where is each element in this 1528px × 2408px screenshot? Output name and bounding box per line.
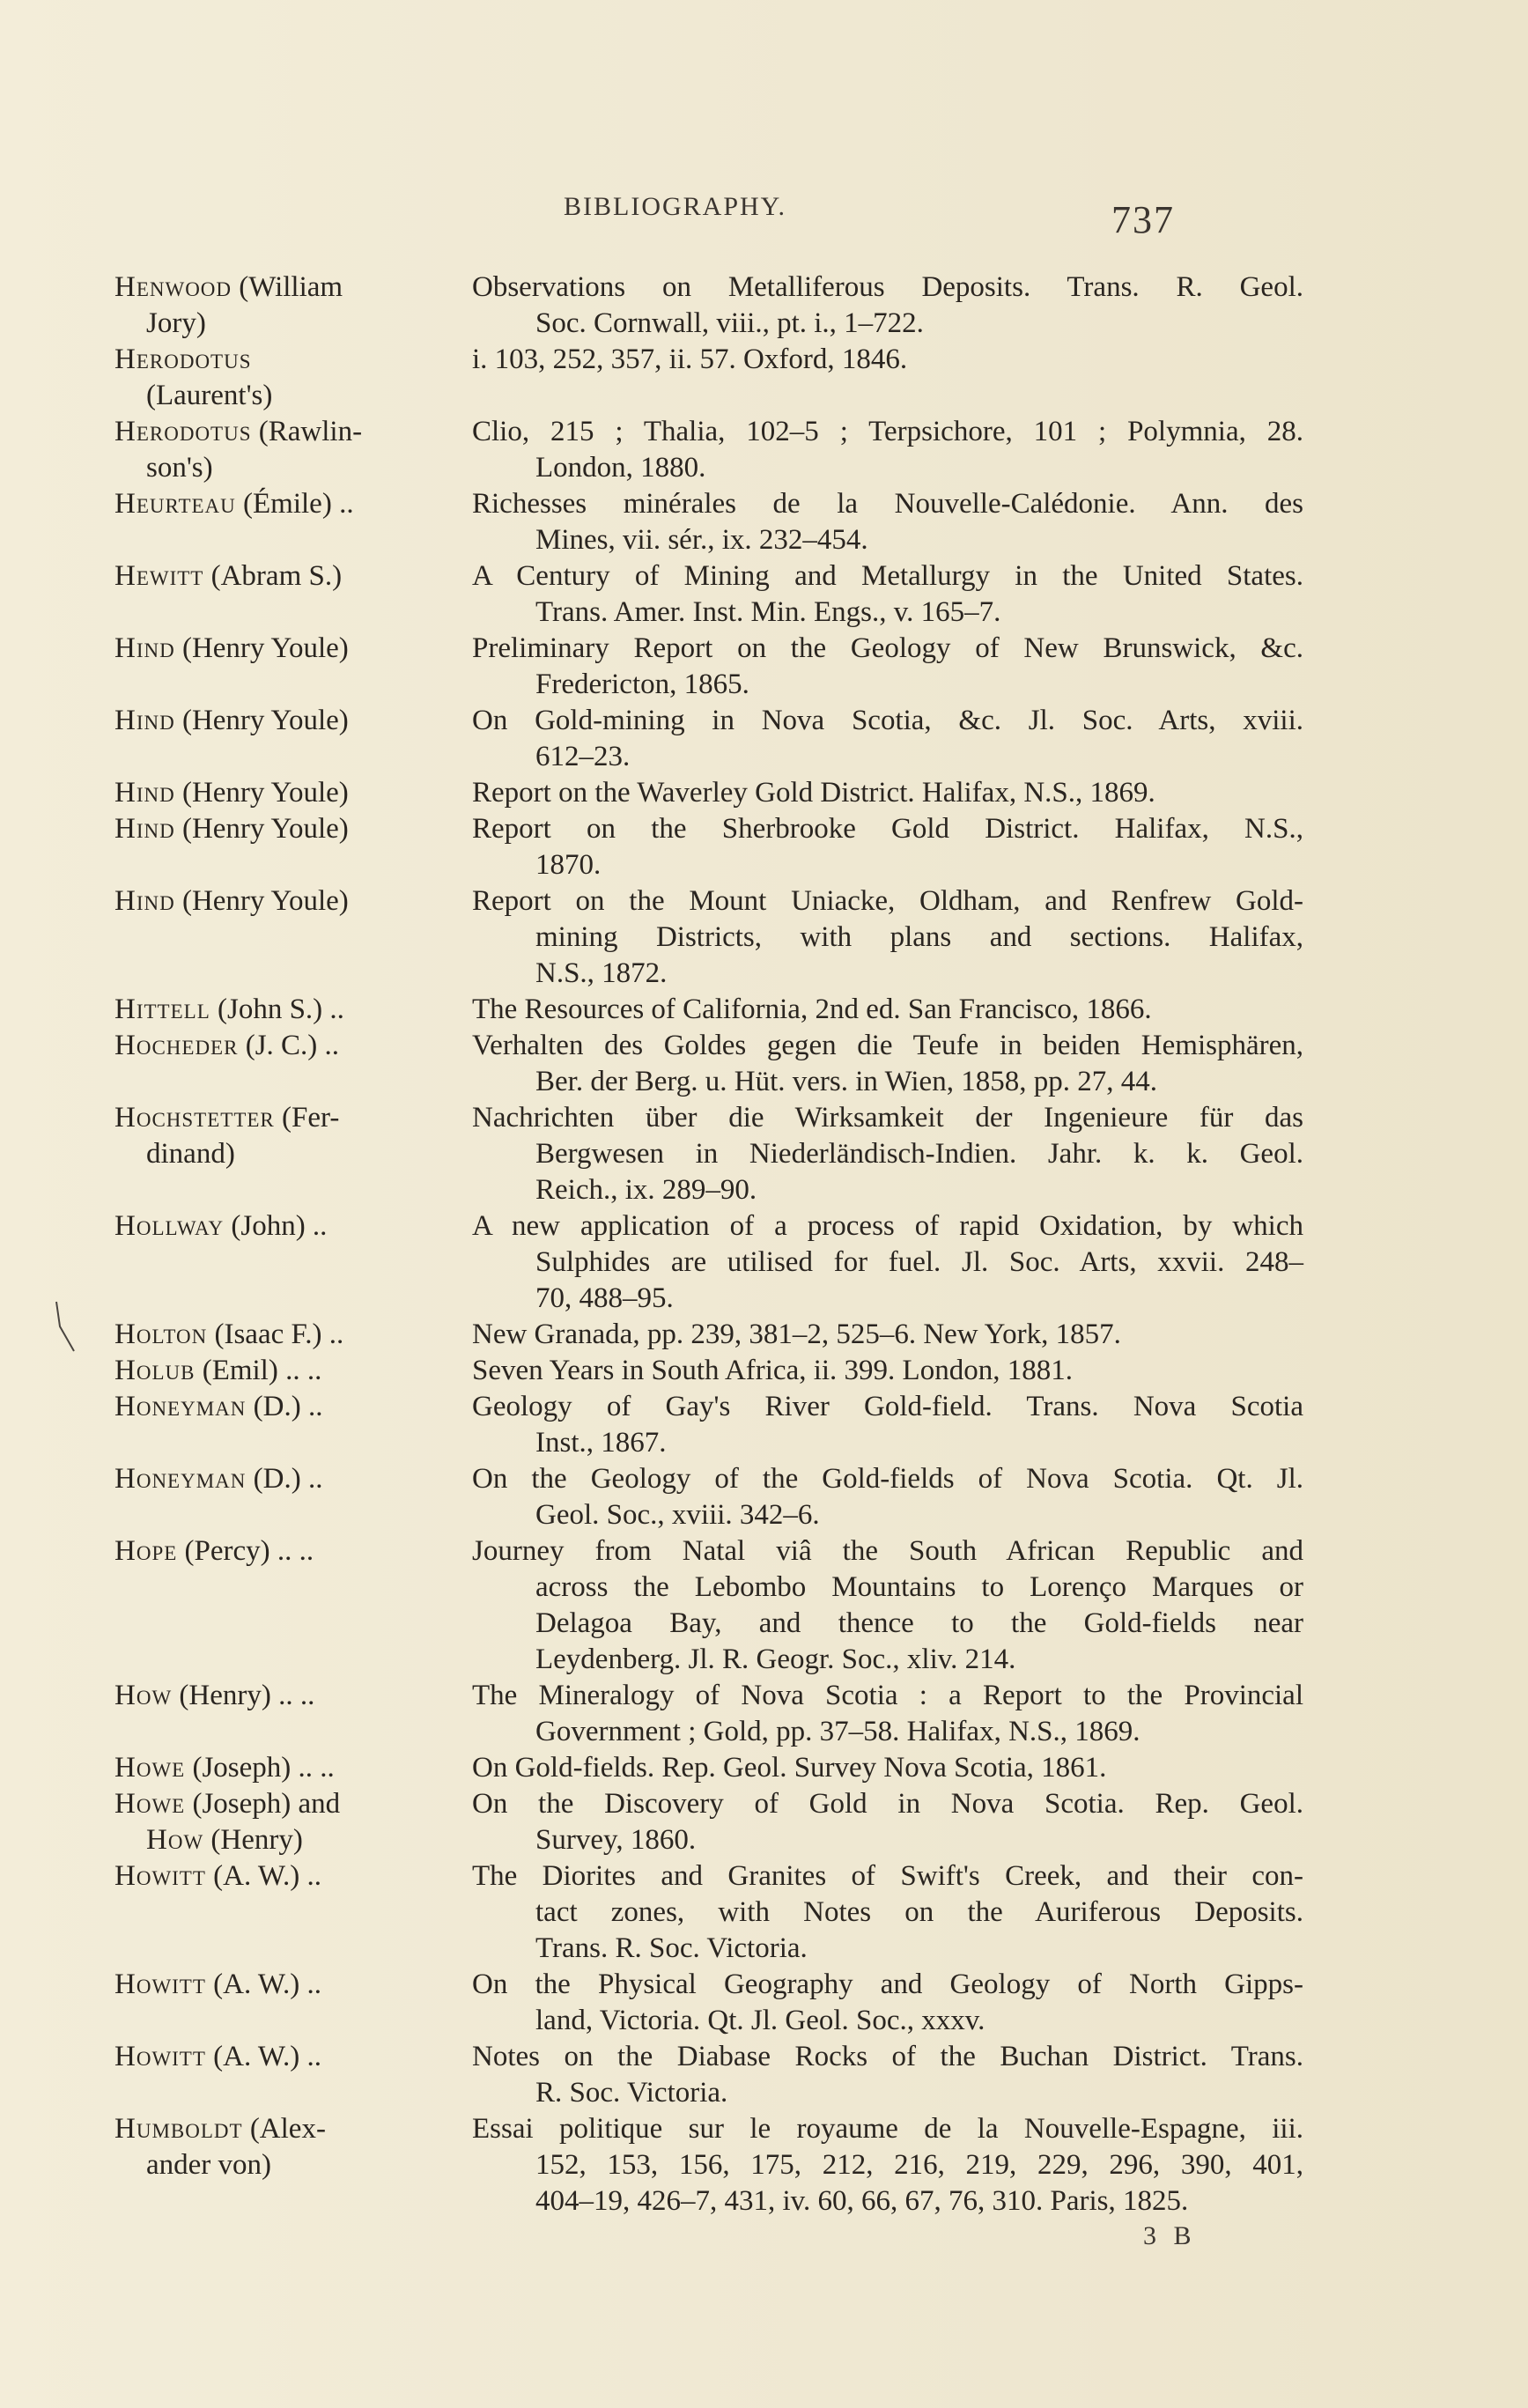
entry-work	[472, 1750, 1303, 1786]
author-line: Howitt (A. W.) ..	[114, 1860, 322, 1892]
entry-author	[114, 811, 432, 847]
work-line: The Resources of California, 2nd ed. San Francisco, 1866.	[472, 993, 1152, 1025]
entry-work	[472, 1678, 1303, 1750]
entry-author	[114, 992, 432, 1028]
entry-author	[114, 486, 432, 522]
work-line: On the Physical Geography and Geology of North Gipps-	[472, 1969, 1303, 2000]
author-line: Howitt (A. W.) ..	[114, 2041, 322, 2072]
work-line: Ber. der Berg. u. Hüt. vers. in Wien, 1858, pp. 27, 44.	[535, 1066, 1157, 1097]
work-line: Soc. Cornwall, viii., pt. i., 1–722.	[535, 307, 924, 339]
work-line: Report on the Waverley Gold District. Halifax, N.S., 1869.	[472, 777, 1155, 809]
author-line: How (Henry) .. ..	[114, 1680, 315, 1711]
entry-work	[472, 1353, 1303, 1389]
entry-author	[114, 775, 432, 811]
work-line: Report on the Sherbrooke Gold District. Halifax, N.S.,	[472, 813, 1303, 845]
entry-author	[114, 1317, 432, 1353]
entry-author	[114, 1533, 432, 1570]
work-line: The Diorites and Granites of Swift's Creek, and their con-	[472, 1860, 1303, 1892]
entry-work	[472, 1967, 1303, 2039]
page-number: 737	[1111, 198, 1175, 241]
work-line: Report on the Mount Uniacke, Oldham, and Renfrew Gold-	[472, 885, 1303, 917]
work-line: Reich., ix. 289–90.	[535, 1174, 757, 1206]
signature-mark: 3 B	[1143, 2221, 1197, 2250]
work-line: Delagoa Bay, and thence to the Gold-fields near	[535, 1607, 1303, 1639]
work-line: 70, 488–95.	[535, 1282, 674, 1314]
author-line: Herodotus	[114, 343, 252, 375]
work-line: The Mineralogy of Nova Scotia : a Report to the Provincial	[472, 1680, 1303, 1711]
entry-author	[114, 1389, 432, 1425]
entry-work	[472, 486, 1303, 558]
work-line: Seven Years in South Africa, ii. 399. London, 1881.	[472, 1355, 1073, 1386]
entry-author	[114, 883, 432, 920]
author-line: Heurteau (Émile) ..	[114, 488, 354, 520]
author-line: (Laurent's)	[146, 380, 273, 411]
author-line: Humboldt (Alex-	[114, 2113, 326, 2145]
work-line: N.S., 1872.	[535, 957, 668, 989]
work-line: Mines, vii. sér., ix. 232–454.	[535, 524, 868, 556]
work-line: Fredericton, 1865.	[535, 668, 749, 700]
work-line: On the Geology of the Gold-fields of Nova Scotia. Qt. Jl.	[472, 1463, 1303, 1495]
entry-author	[114, 2111, 432, 2183]
author-line: Howe (Joseph) and	[114, 1788, 341, 1820]
author-line: Hocheder (J. C.) ..	[114, 1030, 340, 1061]
work-line: Bergwesen in Niederländisch-Indien. Jahr. k. k. Geol.	[535, 1138, 1303, 1170]
entry-work	[472, 1461, 1303, 1533]
author-line: dinand)	[146, 1138, 235, 1170]
work-line: Sulphides are utilised for fuel. Jl. Soc. Arts, xxvii. 248–	[535, 1246, 1303, 1278]
work-line: A new application of a process of rapid Oxidation, by which	[472, 1210, 1303, 1242]
work-line: Notes on the Diabase Rocks of the Buchan District. Trans.	[472, 2041, 1303, 2072]
entry-work	[472, 414, 1303, 486]
work-line: Inst., 1867.	[535, 1427, 667, 1459]
entry-work	[472, 1028, 1303, 1100]
work-line: 1870.	[535, 849, 602, 881]
entry-work	[472, 558, 1303, 631]
author-line: Jory)	[146, 307, 206, 339]
author-line: Hind (Henry Youle)	[114, 813, 349, 845]
work-line: Observations on Metalliferous Deposits. Trans. R. Geol.	[472, 271, 1303, 303]
work-line: R. Soc. Victoria.	[535, 2077, 728, 2109]
work-line: On Gold-fields. Rep. Geol. Survey Nova Scotia, 1861.	[472, 1752, 1107, 1784]
author-line: Hochstetter (Fer-	[114, 1102, 340, 1134]
entry-work	[472, 703, 1303, 775]
author-line: Hope (Percy) .. ..	[114, 1535, 314, 1567]
work-line: Clio, 215 ; Thalia, 102–5 ; Terpsichore, 101 ; Polymnia, 28.	[472, 416, 1303, 447]
author-line: Holton (Isaac F.) ..	[114, 1318, 344, 1350]
entry-work	[472, 1786, 1303, 1858]
work-line: New Granada, pp. 239, 381–2, 525–6. New York, 1857.	[472, 1318, 1121, 1350]
entry-work	[472, 811, 1303, 883]
entry-author	[114, 1678, 432, 1714]
work-line: Trans. Amer. Inst. Min. Engs., v. 165–7.	[535, 596, 1001, 628]
work-line: Geology of Gay's River Gold-field. Trans. Nova Scotia	[472, 1391, 1303, 1422]
entry-author	[114, 1028, 432, 1064]
work-line: Preliminary Report on the Geology of New Brunswick, &c.	[472, 632, 1303, 664]
work-line: Geol. Soc., xviii. 342–6.	[535, 1499, 820, 1531]
author-line: Hind (Henry Youle)	[114, 777, 349, 809]
work-line: tact zones, with Notes on the Auriferous Deposits.	[535, 1896, 1303, 1928]
author-line: Herodotus (Rawlin-	[114, 416, 363, 447]
work-line: Nachrichten über die Wirksamkeit der Ingenieure für das	[472, 1102, 1303, 1134]
entry-author	[114, 1786, 432, 1858]
entry-author	[114, 1208, 432, 1245]
entry-author	[114, 342, 432, 414]
work-line: land, Victoria. Qt. Jl. Geol. Soc., xxxv.	[535, 2005, 985, 2036]
entry-work	[472, 1533, 1303, 1678]
work-line: Leydenberg. Jl. R. Geogr. Soc., xliv. 214.	[535, 1643, 1016, 1675]
work-line: 152, 153, 156, 175, 212, 216, 219, 229, 296, 390, 401,	[535, 2149, 1303, 2181]
entry-author	[114, 1353, 432, 1389]
entry-author	[114, 2039, 432, 2075]
work-line: mining Districts, with plans and sections. Halifax,	[535, 921, 1303, 953]
author-line: Hind (Henry Youle)	[114, 705, 349, 736]
entry-author	[114, 1461, 432, 1497]
author-line: son's)	[146, 452, 213, 484]
entry-author	[114, 1100, 432, 1172]
work-line: London, 1880.	[535, 452, 706, 484]
entry-work	[472, 1858, 1303, 1967]
entry-work	[472, 631, 1303, 703]
entry-work	[472, 1389, 1303, 1461]
entry-work	[472, 992, 1303, 1028]
author-line: Howitt (A. W.) ..	[114, 1969, 322, 2000]
author-line: How (Henry)	[146, 1824, 303, 1856]
entry-author	[114, 414, 432, 486]
entry-work	[472, 775, 1303, 811]
entry-author	[114, 1858, 432, 1895]
entry-work	[472, 2111, 1303, 2220]
work-line: Essai politique sur le royaume de la Nouvelle-Espagne, iii.	[472, 2113, 1303, 2145]
work-line: 612–23.	[535, 741, 631, 772]
author-line: Howe (Joseph) .. ..	[114, 1752, 335, 1784]
work-line: Richesses minérales de la Nouvelle-Calédonie. Ann. des	[472, 488, 1303, 520]
work-line: On Gold-mining in Nova Scotia, &c. Jl. Soc. Arts, xviii.	[472, 705, 1303, 736]
work-line: across the Lebombo Mountains to Lorenço Marques or	[535, 1571, 1303, 1603]
work-line: Verhalten des Goldes gegen die Teufe in beiden Hemisphären,	[472, 1030, 1303, 1061]
entry-work	[472, 342, 1303, 378]
author-line: Honeyman (D.) ..	[114, 1463, 323, 1495]
author-line: Hind (Henry Youle)	[114, 632, 349, 664]
author-line: Hind (Henry Youle)	[114, 885, 349, 917]
work-line: Journey from Natal viâ the South African Republic and	[472, 1535, 1303, 1567]
author-line: Hewitt (Abram S.)	[114, 560, 343, 592]
work-line: Trans. R. Soc. Victoria.	[535, 1932, 808, 1964]
running-title: BIBLIOGRAPHY.	[564, 192, 786, 221]
entry-work	[472, 1208, 1303, 1317]
work-line: i. 103, 252, 357, ii. 57. Oxford, 1846.	[472, 343, 908, 375]
entry-work	[472, 1317, 1303, 1353]
author-line: Henwood (William	[114, 271, 343, 303]
work-line: On the Discovery of Gold in Nova Scotia. Rep. Geol.	[472, 1788, 1303, 1820]
author-line: ander von)	[146, 2149, 272, 2181]
entry-author	[114, 1750, 432, 1786]
work-line: A Century of Mining and Metallurgy in the United States.	[472, 560, 1303, 592]
work-line: 404–19, 426–7, 431, iv. 60, 66, 67, 76, 310. Paris, 1825.	[535, 2185, 1189, 2217]
author-line: Hittell (John S.) ..	[114, 993, 344, 1025]
entry-author	[114, 558, 432, 595]
author-line: Honeyman (D.) ..	[114, 1391, 323, 1422]
entry-work	[472, 883, 1303, 992]
entry-author	[114, 1967, 432, 2003]
entry-author	[114, 703, 432, 739]
entry-work	[472, 270, 1303, 342]
work-line: Government ; Gold, pp. 37–58. Halifax, N.S., 1869.	[535, 1716, 1140, 1747]
author-line: Holub (Emil) .. ..	[114, 1355, 322, 1386]
entry-work	[472, 2039, 1303, 2111]
work-line: Survey, 1860.	[535, 1824, 697, 1856]
entry-author	[114, 270, 432, 342]
author-line: Hollway (John) ..	[114, 1210, 328, 1242]
entry-work	[472, 1100, 1303, 1208]
entry-author	[114, 631, 432, 667]
